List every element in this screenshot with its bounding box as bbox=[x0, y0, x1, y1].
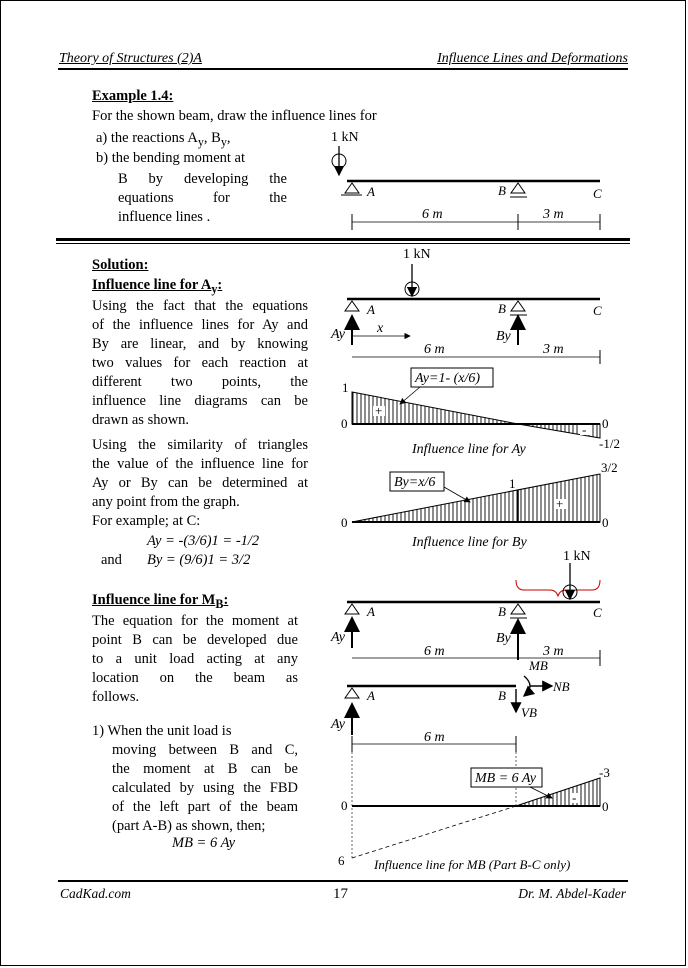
footer-page-number: 17 bbox=[333, 886, 348, 902]
example-item-a: a) the reactions $A_y$, $B_y$, bbox=[96, 130, 231, 149]
para4-line1: 1) When the unit load is bbox=[92, 723, 232, 739]
fig2-ay: Ay bbox=[331, 327, 345, 342]
il-ay-eq-box: Ay=1- (x/6) bbox=[415, 371, 481, 386]
il-by-diagram bbox=[341, 460, 618, 550]
fig1-b: B bbox=[498, 183, 506, 198]
il-mb-neg3: -3 bbox=[599, 765, 610, 780]
solution-title: Solution: bbox=[92, 257, 149, 273]
footer-left: CadKad.com bbox=[60, 886, 131, 901]
il-ay-minus: - bbox=[582, 422, 587, 437]
fbd-mb: MB bbox=[529, 658, 548, 673]
il-mb-6: 6 bbox=[338, 853, 345, 868]
fig2-span-ab: 6 m bbox=[424, 342, 445, 357]
example-intro: For the shown beam, draw the influence lines for bbox=[92, 108, 377, 124]
example-beam-figure bbox=[331, 130, 602, 230]
eq-by: By = (9/6)1 = 3/2 bbox=[147, 552, 251, 568]
fig1-load-label: 1 kN bbox=[331, 130, 359, 145]
fig1-span-ab: 6 m bbox=[422, 207, 443, 222]
il-mb-0-right: 0 bbox=[602, 799, 609, 814]
header-left: Theory of Structures (2)A bbox=[59, 51, 202, 66]
il-by-0-right: 0 bbox=[602, 515, 609, 530]
solution-para2: Using the similarity of triangles the value of the influence line for Ay or By can be determined at any point from the graph. bbox=[92, 437, 308, 510]
fig2-by: By bbox=[496, 329, 511, 344]
il-ay-neg-half: -1/2 bbox=[599, 436, 620, 451]
fbd-b: B bbox=[498, 688, 506, 703]
fbd-ay: Ay bbox=[331, 717, 345, 732]
il-by-0-left: 0 bbox=[341, 515, 348, 530]
fig2-load-label: 1 kN bbox=[403, 247, 431, 262]
il-by-1: 1 bbox=[509, 476, 516, 491]
fbd-a: A bbox=[367, 688, 375, 703]
fbd-vb: VB bbox=[521, 705, 537, 720]
il-ay-diagram bbox=[341, 368, 620, 457]
example-line: For example; at C: bbox=[92, 513, 201, 529]
eq-ay: Ay = -(3/6)1 = -1/2 bbox=[147, 533, 260, 549]
il-ay-caption: Influence line for Ay bbox=[412, 442, 526, 457]
example-item-b-rest: B by developing the equations for the influence lines . bbox=[118, 171, 287, 225]
fig2-b: B bbox=[498, 301, 506, 316]
fig2-span-bc: 3 m bbox=[543, 342, 564, 357]
il-by-plus: + bbox=[556, 496, 564, 511]
fig2-c: C bbox=[593, 303, 602, 318]
solution-beam-figure bbox=[330, 247, 602, 364]
solution-para3: The equation for the moment at point B can be developed due to a unit load acting at any location on the beam as follows. bbox=[92, 613, 298, 705]
il-by-eq-box: By=x/6 bbox=[394, 475, 436, 490]
il-mb-caption: Influence line for MB (Part B-C only) bbox=[374, 857, 571, 872]
footer-right: Dr. M. Abdel-Kader bbox=[518, 886, 626, 901]
fig2-a: A bbox=[367, 302, 375, 317]
fig1-span-bc: 3 m bbox=[543, 207, 564, 222]
fig3-a: A bbox=[367, 604, 375, 619]
il-mb-minus: - bbox=[572, 790, 577, 805]
footer-rule bbox=[58, 880, 628, 882]
fig2-x: x bbox=[377, 321, 384, 336]
il-mb-0-left: 0 bbox=[341, 798, 348, 813]
eq-mb: MB = 6 Ay bbox=[172, 835, 236, 851]
fbd-span: 6 m bbox=[424, 730, 445, 745]
fig3-ay: Ay bbox=[331, 630, 345, 645]
solution-para4: moving between B and C, the moment at B can be calculated by using the FBD of the left part of the beam (part A-B) as shown, then; bbox=[112, 742, 298, 834]
mb-beam-figure bbox=[330, 549, 602, 666]
fig3-load-label: 1 kN bbox=[563, 549, 591, 564]
eq-and: and bbox=[101, 552, 122, 568]
il-by-caption: Influence line for By bbox=[412, 535, 527, 550]
il-by-3-2: 3/2 bbox=[601, 460, 618, 475]
il-ay-0-right: 0 bbox=[602, 416, 609, 431]
il-ay-plus: + bbox=[375, 403, 383, 418]
fig1-a: A bbox=[367, 184, 375, 199]
fig3-span-ab: 6 m bbox=[424, 644, 445, 659]
fig3-span-bc: 3 m bbox=[543, 644, 564, 659]
example-item-b-line1: b) the bending moment at bbox=[96, 150, 245, 166]
fig3-c: C bbox=[593, 605, 602, 620]
fig1-c: C bbox=[593, 186, 602, 201]
il-ay-title: Influence line for $A_y$: bbox=[92, 277, 223, 296]
fbd-figure bbox=[330, 658, 570, 752]
il-mb-title: Influence line for $M_B$: bbox=[92, 592, 229, 611]
fbd-nb: NB bbox=[553, 679, 570, 694]
example-title: Example 1.4: bbox=[92, 88, 174, 104]
fig3-b: B bbox=[498, 604, 506, 619]
solution-para1: Using the fact that the equations of the influence lines for Ay and By are linear, and by knowing two values for each reaction at different two points, the influence line diagrams can be drawn as shown. bbox=[92, 298, 308, 428]
il-ay-1: 1 bbox=[342, 380, 349, 395]
header-right: Influence Lines and Deformations bbox=[437, 51, 628, 66]
il-ay-0-left: 0 bbox=[341, 416, 348, 431]
il-mb-eq-box: MB = 6 Ay bbox=[475, 771, 536, 786]
fig3-by: By bbox=[496, 631, 511, 646]
il-mb-diagram bbox=[338, 752, 610, 872]
